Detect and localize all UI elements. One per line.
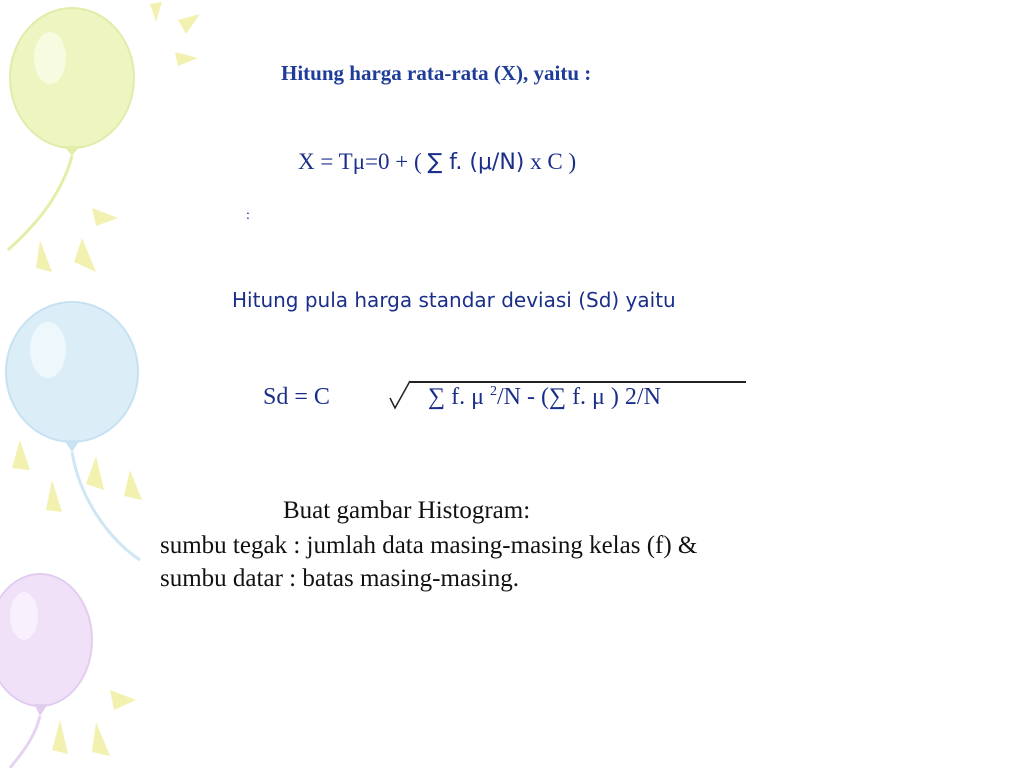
formula-mean-part1: X = Tμ=0 + (	[298, 149, 428, 174]
formula-sd-left: Sd = C	[263, 384, 330, 410]
formula-mean	[298, 149, 576, 175]
formula-mean-part2: ∑ f. (μ/N)	[427, 150, 525, 175]
balloon-blue	[6, 302, 140, 560]
balloon-purple	[0, 574, 92, 768]
formula-sd-right-part1: ∑ f. μ	[428, 384, 490, 410]
histogram-instruction-title: Buat gambar Histogram:	[283, 497, 531, 524]
formula-sd-right-part2: /N - (∑ f. μ ) 2/N	[496, 384, 661, 410]
formula-sd-right	[428, 384, 661, 411]
stray-colon: :	[246, 208, 250, 223]
sqrt-sign	[388, 380, 412, 410]
formula-mean-part3: x C )	[524, 149, 577, 174]
sqrt-bar	[410, 381, 746, 383]
histogram-instruction-horizontal-axis: sumbu datar : batas masing-masing.	[160, 565, 519, 592]
formula-sd-superscript: 2	[489, 384, 497, 399]
heading-sd: Hitung pula harga standar deviasi (Sd) yaitu	[232, 288, 676, 312]
balloon-decoration	[0, 0, 300, 768]
histogram-instruction-vertical-axis: sumbu tegak : jumlah data masing-masing kelas (f) &	[160, 532, 698, 559]
heading-mean: Hitung harga rata-rata (X), yaitu :	[281, 61, 592, 85]
sun-rays-bottom	[52, 690, 136, 756]
balloon-yellow	[8, 8, 134, 250]
